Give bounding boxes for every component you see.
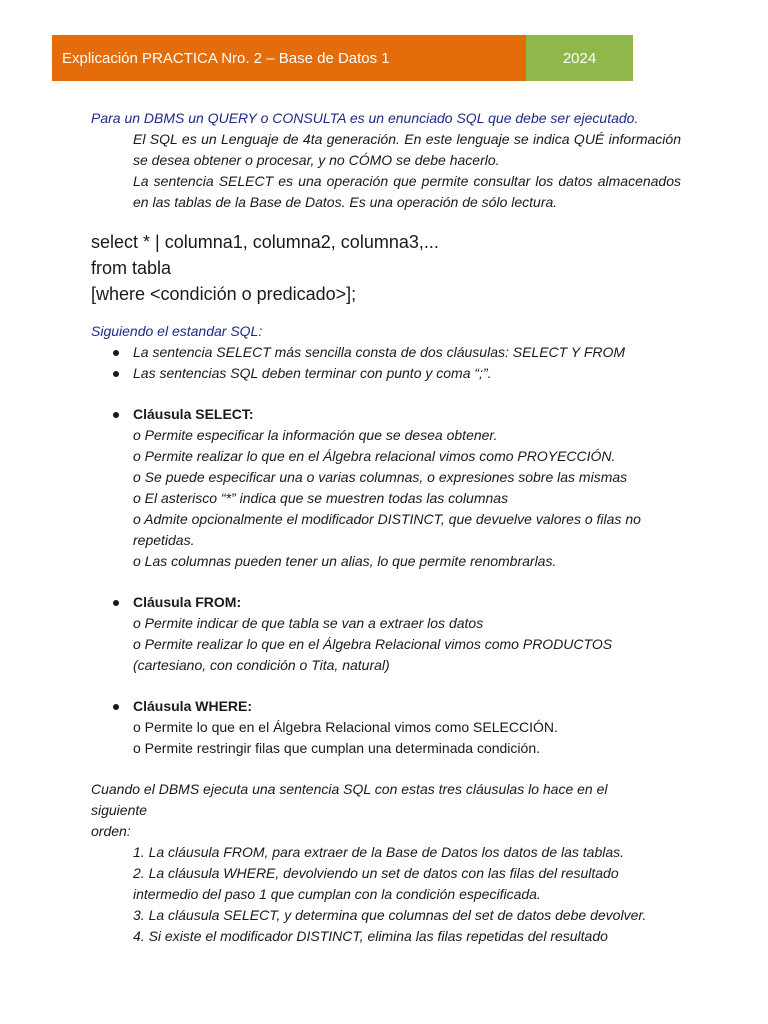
list-item: 4. Si existe el modificador DISTINCT, elimina las filas repetidas del resultado <box>133 928 608 944</box>
list-item: o Las columnas pueden tener un alias, lo que permite renombrarlas. <box>133 553 557 569</box>
standard-bullet-list <box>91 342 681 384</box>
list-item: o Permite realizar lo que en el Álgebra Relacional vimos como PRODUCTOS (cartesiano, con condición o Tita, natural) <box>133 636 613 673</box>
clause-from-section <box>91 592 681 676</box>
select-syntax-block <box>91 229 681 307</box>
list-item: Las sentencias SQL deben terminar con punto y coma “;”. <box>91 363 681 384</box>
order-intro-line: Cuando el DBMS ejecuta una sentencia SQL con estas tres cláusulas lo hace en el <box>91 781 608 797</box>
list-item: o Se puede especificar una o varias columnas, o expresiones sobre las mismas <box>133 469 628 485</box>
list-item: o Permite especificar la información que se desea obtener. <box>133 427 498 443</box>
clause-select-section <box>91 404 681 572</box>
list-item: 2. La cláusula WHERE, devolviendo un set de datos con las filas del resultado intermedio del paso 1 que cumplan con la condición especificada. <box>133 865 619 902</box>
header-title: Explicación PRACTICA Nro. 2 – Base de Datos 1 <box>52 35 526 81</box>
list-item: o Permite restringir filas que cumplan una determinada condición. <box>133 740 540 756</box>
syntax-line: select * | columna1, columna2, columna3,... <box>91 232 439 252</box>
clause-where-section <box>91 696 681 759</box>
list-item: 1. La cláusula FROM, para extraer de la Base de Datos los datos de las tablas. <box>133 844 625 860</box>
order-intro-line: siguiente <box>91 802 148 818</box>
intro-heading: Para un DBMS un QUERY o CONSULTA es un enunciado SQL que debe ser ejecutado. <box>91 110 639 126</box>
list-item: o Permite lo que en el Álgebra Relacional vimos como SELECCIÓN. <box>133 719 558 735</box>
list-item: 3. La cláusula SELECT, y determina que columnas del set de datos debe devolver. <box>133 907 647 923</box>
clause-select-title: Cláusula SELECT: <box>91 404 681 425</box>
syntax-line: from tabla <box>91 258 172 278</box>
document-header <box>52 35 633 81</box>
execution-order-section <box>91 779 681 947</box>
list-item: o El asterisco “*” indica que se muestren todas las columnas <box>133 490 509 506</box>
order-intro-line: orden: <box>91 823 131 839</box>
intro-paragraph-select: La sentencia SELECT es una operación que permite consultar los datos almacenados en las tablas de la Base de Datos. Es una operación de sólo lectura. <box>133 173 681 210</box>
list-item: o Permite indicar de que tabla se van a extraer los datos <box>133 615 484 631</box>
document-body <box>91 108 681 947</box>
list-item: o Admite opcionalmente el modificador DISTINCT, que devuelve valores o filas no repetidas. <box>133 511 641 548</box>
standard-heading: Siguiendo el estandar SQL: <box>91 323 263 339</box>
intro-paragraph-sql: El SQL es un Lenguaje de 4ta generación. En este lenguaje se indica QUÉ información se desea obtener o procesar, y no CÓMO se debe hacerlo. <box>133 131 681 168</box>
list-item: o Permite realizar lo que en el Álgebra relacional vimos como PROYECCIÓN. <box>133 448 616 464</box>
list-item: La sentencia SELECT más sencilla consta de dos cláusulas: SELECT Y FROM <box>91 342 681 363</box>
clause-from-title: Cláusula FROM: <box>91 592 681 613</box>
syntax-line: [where <condición o predicado>]; <box>91 284 357 304</box>
execution-steps-list <box>91 842 681 947</box>
clause-where-title: Cláusula WHERE: <box>91 696 681 717</box>
header-year: 2024 <box>526 35 633 81</box>
